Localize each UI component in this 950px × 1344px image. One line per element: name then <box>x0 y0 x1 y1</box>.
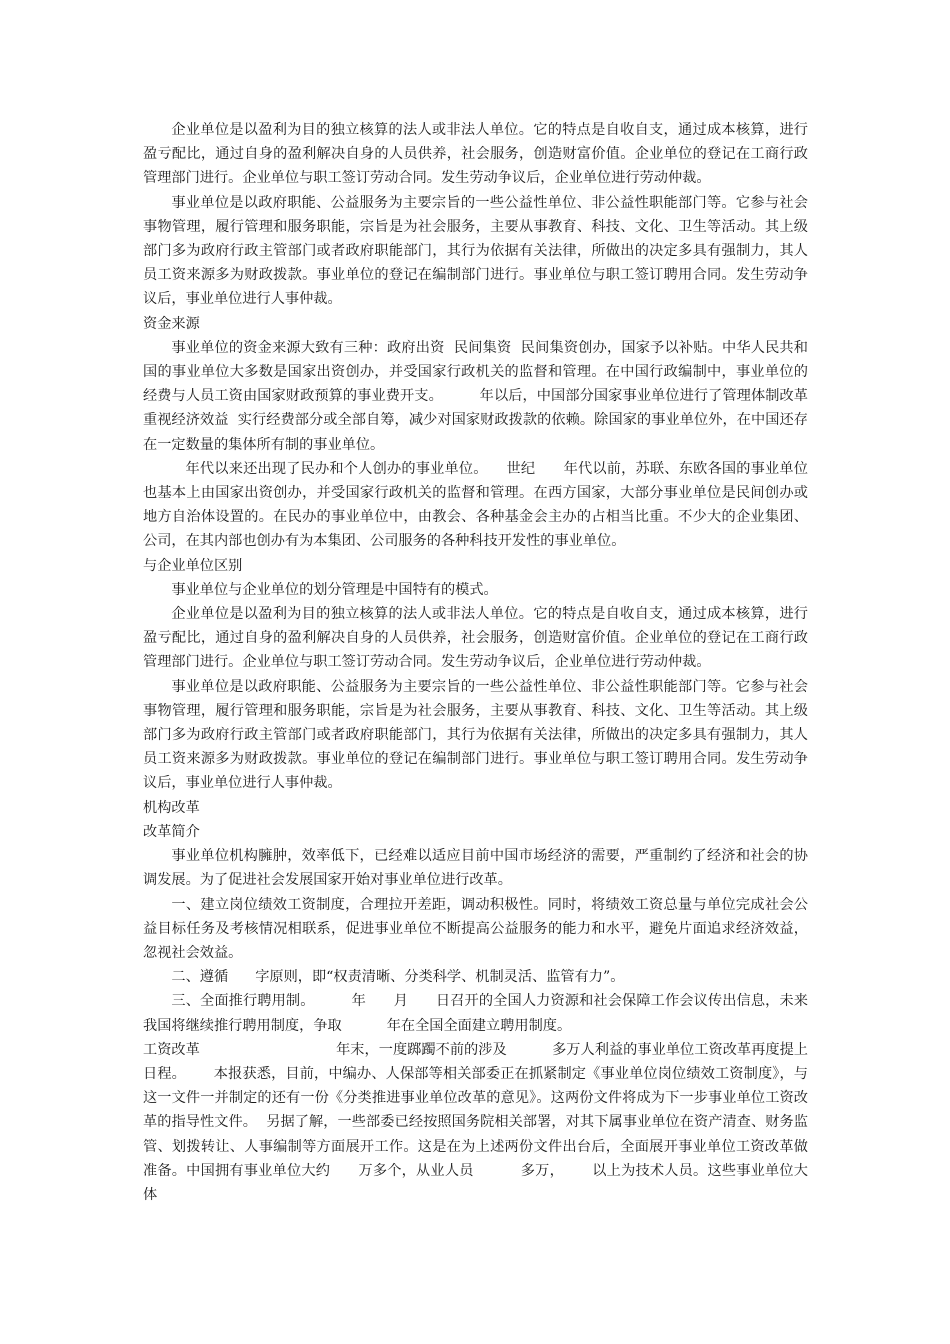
paragraph-reform-overview: 事业单位机构臃肿，效率低下，已经难以适应目前中国市场经济的需要，严重制约了经济和社会的协调发展。为了促进社会发展国家开始对事业单位进行改革。 <box>143 848 808 889</box>
paragraph-public-institution-definition-repeat: 事业单位是以政府职能、公益服务为主要宗旨的一些公益性单位、非公益性职能部门等。它参与社会事物管理，履行管理和服务职能，宗旨是为社会服务，主要从事教育、科技、文化、卫生等活动。其上级部门多为政府行政主管部门或者政府职能部门，其行为依据有关法律，所做出的决定多具有强制力，其人员工资来源多为财政拨款。事业单位的登记在编制部门进行。事业单位与职工签订聘用合同。发生劳动争议后，事业单位进行人事仲裁。 <box>143 678 808 792</box>
section-heading-institutional-reform: 机构改革 <box>143 799 200 816</box>
paragraph-management-model: 事业单位与企业单位的划分管理是中国特有的模式。 <box>171 581 498 598</box>
paragraph-public-institution-definition: 事业单位是以政府职能、公益服务为主要宗旨的一些公益性单位、非公益性职能部门等。它参与社会事物管理，履行管理和服务职能，宗旨是为社会服务，主要从事教育、科技、文化、卫生等活动。其上级部门多为政府行政主管部门或者政府职能部门，其行为依据有关法律，所做出的决定多具有强制力，其人员工资来源多为财政拨款。事业单位的登记在编制部门进行。事业单位与职工签订聘用合同。发生劳动争议后，事业单位进行人事仲裁。 <box>143 194 808 308</box>
section-heading-funding-sources: 资金来源 <box>143 315 200 332</box>
paragraph-enterprise-definition-repeat: 企业单位是以盈利为目的独立核算的法人或非法人单位。它的特点是自收自支，通过成本核算，进行盈亏配比，通过自身的盈利解决自身的人员供养，社会服务，创造财富价值。企业单位的登记在工商行政管理部门进行。企业单位与职工签订劳动合同。发生劳动争议后，企业单位进行劳动仲裁。 <box>143 606 808 671</box>
paragraph-enterprise-definition: 企业单位是以盈利为目的独立核算的法人或非法人单位。它的特点是自收自支，通过成本核算，进行盈亏配比，通过自身的盈利解决自身的人员供养，社会服务，创造财富价值。企业单位的登记在工商行政管理部门进行。企业单位与职工签订劳动合同。发生劳动争议后，企业单位进行劳动仲裁。 <box>143 122 808 187</box>
paragraph-reform-item-1: 一、建立岗位绩效工资制度，合理拉开差距，调动积极性。同时，将绩效工资总量与单位完成社会公益目标任务及考核情况相联系，促进事业单位不断提高公益服务的能力和水平，避免片面追求经济效益，忽视社会效益。 <box>143 896 808 961</box>
document-body <box>143 118 818 1207</box>
paragraph-reform-item-2: 二、遵循 字原则，即“权责清晰、分类科学、机制灵活、监管有力”。 <box>171 969 625 986</box>
section-heading-difference-from-enterprises: 与企业单位区别 <box>143 557 243 574</box>
paragraph-salary-reform: 工资改革 年末，一度踯躅不前的涉及 多万人利益的事业单位工资改革再度提上日程。 本报获悉，目前，中编办、人保部等相关部委正在抓紧制定《事业单位岗位绩效工资制度》，与这一文件一并制定的还有一份《分类推进事业单位改革的意见》。这两份文件将成为下一步事业单位工资改革的指导性文件。 另据了解，一些部委已经按照国务院相关部署，对其下属事业单位在资产清查、财务监管、划拨转让、人事编制等方面展开工作。这是在为上述两份文件出台后，全面展开事业单位工资改革做准备。中国拥有事业单位大约 万多个，从业人员 多万， 以上为技术人员。这些事业单位大体 <box>143 1041 808 1203</box>
paragraph-funding-sources: 事业单位的资金来源大致有三种：政府出资 民间集资 民间集资创办，国家予以补贴。中华人民共和国的事业单位大多数是国家出资创办，并受国家行政机关的监督和管理。在中国行政编制中，事业单位的经费与人员工资由国家财政预算的事业费开支。 年以后，中国部分国家事业单位进行了管理体制改革 重视经济效益 实行经费部分或全部自筹，减少对国家财政拨款的依赖。除国家的事业单位外，在中国还存在一定数量的集体所有制的事业单位。 <box>143 339 818 453</box>
paragraph-reform-item-3: 三、全面推行聘用制。 年 月 日召开的全国人力资源和社会保障工作会议传出信息，未来我国将继续推行聘用制度，争取 年在全国全面建立聘用制度。 <box>143 993 808 1034</box>
section-heading-reform-overview: 改革简介 <box>143 823 200 840</box>
paragraph-private-institutions: 年代以来还出现了民办和个人创办的事业单位。 世纪 年代以前，苏联、东欧各国的事业单位也基本上由国家出资创办，并受国家行政机关的监督和管理。在西方国家，大部分事业单位是民间创办或地方自治体设置的。在民办的事业单位中，由教会、各种基金会主办的占相当比重。不少大的企业集团、公司，在其内部也创办有为本集团、公司服务的各种科技开发性的事业单位。 <box>143 460 808 550</box>
